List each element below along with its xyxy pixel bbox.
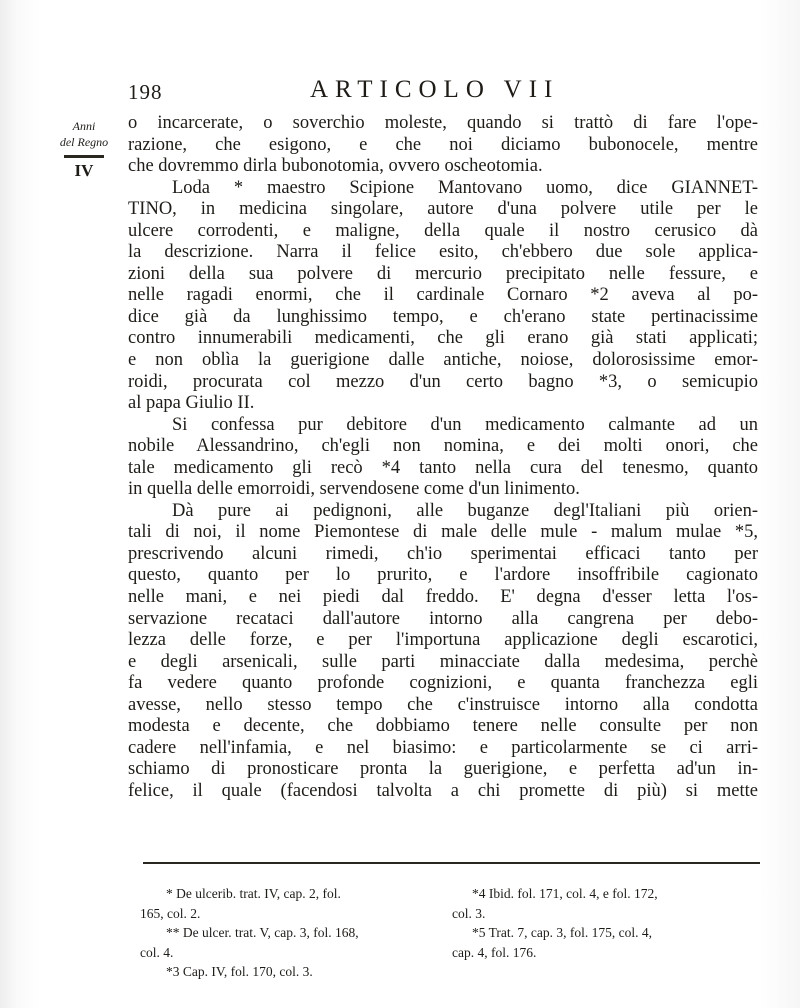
text-line: e degli arsenicali, sulle parti minacciate dalla medesima, perchè (128, 651, 758, 672)
text-line: cadere nell'infamia, e nel biasimo: e particolarmente se ci arri- (128, 737, 758, 758)
text-line: Si confessa pur debitore d'un medicamento calmante ad un (172, 414, 758, 435)
footnote-line: cap. 4, fol. 176. (452, 944, 537, 960)
footnote-line: col. 4. (140, 944, 174, 960)
text-line: questo, quanto per lo prurito, e l'ardore insoffribile cagionato (128, 565, 758, 586)
footnotes-left-column (140, 884, 440, 982)
footnote-divider (143, 862, 760, 864)
text-line: zioni della sua polvere di mercurio precipitato nelle fessure, e (128, 263, 758, 284)
text-line: nelle mani, e nei piedi dal freddo. E' degna d'esser letta l'os- (128, 587, 758, 608)
text-line: roidi, procurata col mezzo d'un certo bagno *3, o semicupio (128, 371, 758, 392)
page-header (128, 76, 758, 106)
text-line: tale medicamento gli recò *4 tanto nella cura del tenesmo, quanto (128, 457, 758, 478)
text-line: lezza delle forze, e per l'importuna applicazione degli escarotici, (128, 630, 758, 651)
footnote-line: col. 3. (452, 905, 486, 921)
text-line: ulcere corrodenti, e maligne, della quale il nostro cerusico dà (128, 220, 758, 241)
text-line: che dovremmo dirla bubonotomia, ovvero oscheotomia. (128, 156, 543, 177)
text-line: in quella delle emorroidi, servendosene come d'un linimento. (128, 479, 580, 500)
running-title: ARTICOLO VII (310, 76, 560, 103)
text-line: felice, il quale (facendosi talvolta a chi promette di più) si mette (128, 780, 758, 801)
text-line: e non oblìa la guerigione dalle antiche, noiose, dolorosissime emor- (128, 350, 758, 371)
text-line: contro innumerabili medicamenti, che gli erano già stati applicati; (128, 328, 758, 349)
footnotes-right-column (452, 884, 757, 962)
text-line: al papa Giulio II. (128, 393, 255, 414)
text-line: avesse, nello stesso tempo che c'instruisce intorno alla condotta (128, 694, 758, 715)
footnote-line: *4 Ibid. fol. 171, col. 4, e fol. 172, (472, 886, 658, 901)
text-line: fa vedere quanto profonde cognizioni, e quanta franchezza egli (128, 673, 758, 694)
text-line: nelle ragadi enormi, che il cardinale Cornaro *2 aveva al po- (128, 285, 758, 306)
text-line: Dà pure ai pedignoni, alle buganze degl'Italiani più orien- (172, 500, 758, 521)
margin-year-numeral: IV (74, 161, 94, 180)
text-line: nobile Alessandrino, ch'egli non nomina, e dei molti onori, che (128, 436, 758, 457)
margin-rule (64, 155, 104, 158)
footnote-line: 165, col. 2. (140, 905, 201, 921)
margin-note (46, 118, 122, 181)
text-line: modesta e decente, che dobbiamo tenere nelle consulte per non (128, 716, 758, 737)
text-line: schiamo di pronosticare pronta la guerigione, e perfetta ad'un in- (128, 759, 758, 780)
text-line: Loda * maestro Scipione Mantovano uomo, dice GIANNET- (172, 177, 758, 198)
body-text (128, 113, 758, 803)
text-line: prescrivendo alcuni rimedi, ch'io sperimentai efficaci tanto per (128, 543, 758, 564)
footnote-line: * De ulcerib. trat. IV, cap. 2, fol. (166, 886, 341, 901)
text-line: TINO, in medicina singolare, autore d'una polvere utile per le (128, 199, 758, 220)
text-line: tali di noi, il nome Piemontese di male delle mule - malum mulae *5, (128, 522, 758, 543)
text-line: o incarcerate, o soverchio moleste, quando si trattò di fare l'ope- (128, 113, 758, 133)
text-line: servazione recataci dall'autore intorno alla cangrena per debo- (128, 608, 758, 629)
margin-label-anni: Anni (72, 119, 96, 133)
page-number: 198 (128, 80, 163, 104)
footnote-line: *3 Cap. IV, fol. 170, col. 3. (166, 964, 313, 979)
text-line: la descrizione. Narra il felice esito, ch'ebbero due sole applica- (128, 242, 758, 263)
footnote-line: ** De ulcer. trat. V, cap. 3, fol. 168, (166, 925, 359, 940)
margin-label-regno: del Regno (59, 135, 109, 149)
text-line: dice già da lunghissimo tempo, e ch'erano state pertinacissime (128, 306, 758, 327)
text-line: razione, che esigono, e che noi diciamo bubonocele, mentre (128, 134, 758, 155)
footnote-line: *5 Trat. 7, cap. 3, fol. 175, col. 4, (472, 925, 652, 940)
